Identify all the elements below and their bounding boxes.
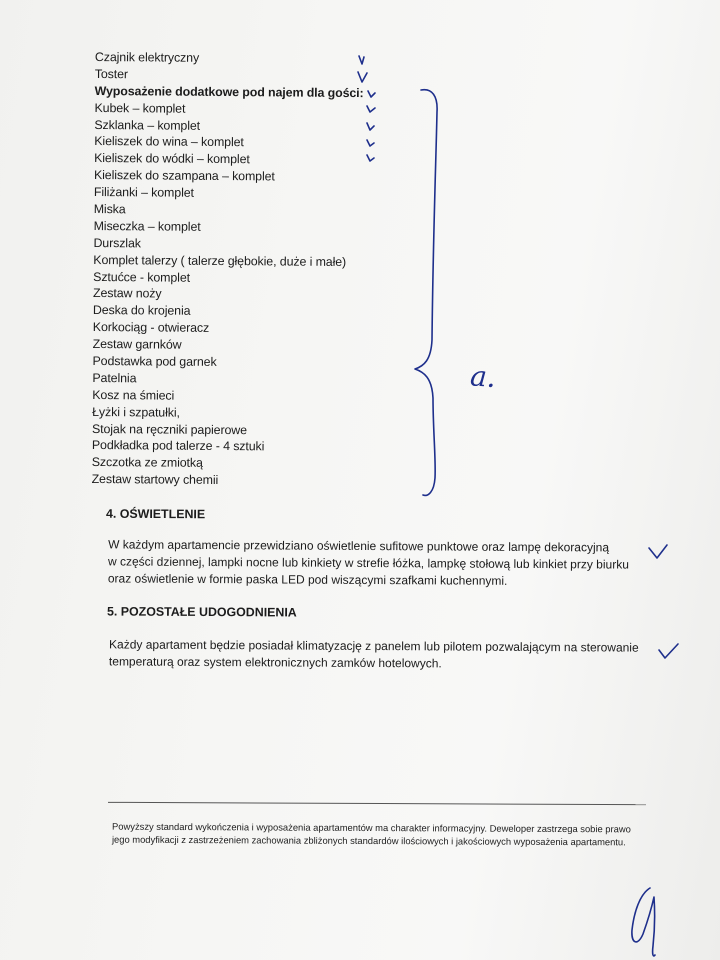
brace-annotation-label: a.: [469, 359, 497, 395]
footnote-line: Powyższy standard wykończenia i wyposażenia apartamentów ma charakter informacyjny. Deweloper zastrzega sobie prawo: [112, 820, 631, 835]
equipment-list-item: Filiżanki – komplet: [93, 185, 194, 200]
equipment-list-item: Łyżki i szpatułki,: [92, 404, 180, 420]
equipment-list-item: Sztućce - komplet: [93, 269, 191, 285]
ink-strokes: [358, 56, 678, 956]
signature-icon: [632, 888, 655, 956]
equipment-list-item: Zestaw startowy chemii: [91, 472, 219, 488]
equipment-list-item: Durszlak: [93, 235, 141, 251]
check-mark-icon: [649, 545, 667, 558]
equipment-list-item: Podstawka pod garnek: [92, 354, 217, 369]
check-mark-icon: [359, 56, 364, 64]
equipment-list-item: Kieliszek do wódki – komplet: [94, 151, 250, 167]
footnote-line: jego modyfikacji z zastrzeżeniem zachowania zbliżonych standardów ilościowych i jakościowych wyposażenia apartamentu.: [111, 833, 626, 848]
check-mark-icon: [367, 155, 374, 161]
equipment-list-item: Kosz na śmieci: [92, 387, 175, 403]
equipment-list-item: Szczotka ze zmiotką: [91, 455, 203, 471]
equipment-list-item: Podkładka pod talerze - 4 sztuki: [91, 438, 265, 454]
check-mark-icon: [358, 72, 367, 82]
equipment-list-item: Korkociąg - otwieracz: [92, 320, 210, 336]
equipment-list-item: Toster: [94, 66, 128, 82]
check-mark-icon: [368, 91, 375, 97]
equipment-list-item: Kieliszek do szampana – komplet: [93, 168, 275, 184]
equipment-list-item: Szklanka – komplet: [94, 117, 201, 133]
equipment-list-item: Miska: [93, 202, 126, 217]
curly-brace-icon: [415, 90, 437, 496]
equipment-list-item: Kubek – komplet: [94, 100, 186, 116]
equipment-list-item: Czajnik elektryczny: [94, 49, 200, 65]
equipment-list-item: Komplet talerzy ( talerze głębokie, duże i małe): [93, 252, 347, 269]
equipment-list-item: Zestaw garnków: [92, 337, 182, 352]
section-4-line: oraz oświetlenie w formie paska LED pod wiszącymi szafkami kuchennymi.: [107, 571, 508, 588]
section-5-line: Każdy apartament będzie posiadał klimatyzację z panelem lub pilotem pozwalającym na sterowanie: [109, 637, 639, 655]
section-4-line: w części dziennej, lampki nocne lub kinkiety w strefie łóżka, lampkę stołową lub kinkiet przy biurku: [107, 554, 629, 572]
check-mark-icon: [367, 123, 374, 130]
section-4-title: 4. OŚWIETLENIE: [105, 506, 206, 522]
equipment-list-item: Stojak na ręczniki papierowe: [91, 421, 247, 437]
equipment-list-item: Kieliszek do wina – komplet: [94, 134, 244, 150]
equipment-list-item: Wyposażenie dodatkowe pod najem dla gości:: [94, 83, 364, 100]
check-mark-icon: [367, 106, 375, 112]
equipment-list-item: Patelnia: [92, 370, 137, 386]
equipment-list-item: Deska do krojenia: [92, 303, 191, 319]
section-4-line: W każdym apartamencie przewidziano oświetlenie sufitowe punktowe oraz lampę dekoracyjną: [108, 537, 610, 555]
equipment-list-item: Zestaw noży: [93, 286, 162, 301]
check-mark-icon: [659, 644, 678, 658]
section-5-line: temperaturą oraz system elektronicznych zamków hotelowych.: [108, 654, 442, 671]
section-5-title: 5. POZOSTAŁE UDOGODNIENIA: [106, 604, 297, 620]
equipment-list-item: Miseczka – komplet: [93, 218, 201, 234]
check-mark-icon: [367, 140, 374, 146]
